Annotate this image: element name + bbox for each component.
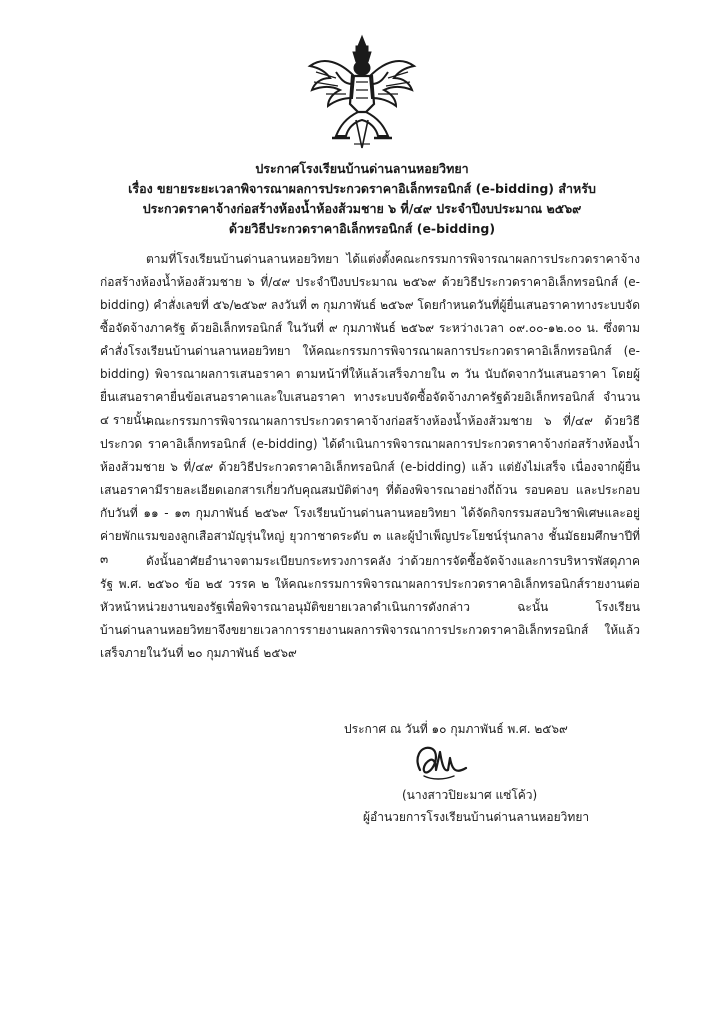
subject-line-3: ด้วยวิธีประกวดราคาอิเล็กทรอนิกส์ (e-bidding) (228, 221, 496, 236)
body-paragraph-3: ดังนั้นอาศัยอำนาจตามระเบียบกระทรวงการคลัง ว่าด้วยการจัดซื้อจัดจ้างและการบริหารพัสดุภาครัฐ พ.ศ. ๒๕๖๐ ข้อ ๒๕ วรรค ๒ ให้คณะกรรมการพิจารณาผลการประกวดราคาอิเล็กทรอนิกส์รายงานต่อหัวหน้าหน่วยงานของรัฐเพื่อพิจารณาอนุมัติขยายเวลาดำเนินการดังกล่าว ฉะนั้น โรงเรียนบ้านด่านลานหอยวิทยาจึงขยายเวลาการรายงานผลการพิจารณาการประกวดราคาอิเล็กทรอนิกส์ ให้แล้วเสร็จภายในวันที่ ๒๐ กุมภาพันธ์ ๒๕๖๙ (100, 554, 640, 660)
signer-name: (นางสาวปิยะมาศ แซ่โค้ว) (402, 788, 538, 802)
subject-line-2: ประกวดราคาจ้างก่อสร้างห้องน้ำห้องส้วมชาย ๖ ที่/๔๙ ประจำปีงบประมาณ ๒๕๖๙ (142, 201, 582, 216)
body-paragraph-2: คณะกรรมการพิจารณาผลการประกวดราคาจ้างก่อสร้างห้องน้ำห้องส้วมชาย ๖ ที่/๔๙ ด้วยวิธีประกวด ราคาอิเล็กทรอนิกส์ (e-bidding) ได้ดำเนินการพิจารณาผลการประกวดราคาจ้างก่อสร้างห้องน้ำห้องส้วมชาย ๖ ที่/๔๙ ด้วยวิธีประกวดราคาอิเล็กทรอนิกส์ (e-bidding) แล้ว แต่ยังไม่เสร็จ เนื่องจากผู้ยื่นเสนอราคามีรายละเอียดเอกสารเกี่ยวกับคุณสมบัติต่างๆ ที่ต้องพิจารณาอย่างถี่ถ้วน รอบคอบ และประกอบกับวันที่ ๑๑ - ๑๓ กุมภาพันธ์ ๒๕๖๙ โรงเรียนบ้านด่านลานหอยวิทยา ได้จัดกิจกรรมสอบวิชาพิเศษและอยู่ค่ายพักแรมของลูกเสือสามัญรุ่นใหญ่ ยุวกาชาดระดับ ๓ และผู้บำเพ็ญประโยชน์รุ่นกลาง ชั้นมัธยมศึกษาปีที่ ๓ (100, 414, 640, 566)
announcement-date: ประกาศ ณ วันที่ ๑๐ กุมภาพันธ์ พ.ศ. ๒๕๖๙ (344, 722, 568, 736)
announcement-title: ประกาศโรงเรียนบ้านด่านลานหอยวิทยา (255, 161, 469, 176)
subject-line: เรื่อง ขยายระยะเวลาพิจารณาผลการประกวดราคาอิเล็กทรอนิกส์ (e-bidding) สำหรับ (128, 181, 596, 196)
body-paragraph-1: ตามที่โรงเรียนบ้านด่านลานหอยวิทยา ได้แต่งตั้งคณะกรรมการพิจารณาผลการประกวดราคาจ้างก่อสร้างห้องน้ำห้องส้วมชาย ๖ ที่/๔๙ ประจำปีงบประมาณ ๒๕๖๙ ด้วยวิธีประกวดราคาอิเล็กทรอนิกส์ (e-bidding) คำสั่งเลขที่ ๕๖/๒๕๖๙ ลงวันที่ ๓ กุมภาพันธ์ ๒๕๖๙ โดยกำหนดวันที่ผู้ยื่นเสนอราคาทางระบบจัดซื้อจัดจ้างภาครัฐ ด้วยอิเล็กทรอนิกส์ ในวันที่ ๙ กุมภาพันธ์ ๒๕๖๙ ระหว่างเวลา ๐๙.๐๐-๑๒.๐๐ น. ซึ่งตามคำสั่งโรงเรียนบ้านด่านลานหอยวิทยา ให้คณะกรรมการพิจารณาผลการประกวดราคาอิเล็กทรอนิกส์ (e-bidding) พิจารณาผลการเสนอราคา ตามหน้าที่ให้แล้วเสร็จภายใน ๓ วัน นับถัดจากวันเสนอราคา โดยผู้ยื่นเสนอราคายื่นข้อเสนอราคาและใบเสนอราคา ทางระบบจัดซื้อจัดจ้างภาครัฐด้วยอิเล็กทรอนิกส์ จำนวน ๔ รายนั้น (100, 252, 640, 427)
garuda-emblem-icon (306, 32, 418, 152)
handwritten-signature-icon (410, 740, 470, 786)
signer-title: ผู้อำนวยการโรงเรียนบ้านด่านลานหอยวิทยา (363, 810, 590, 824)
